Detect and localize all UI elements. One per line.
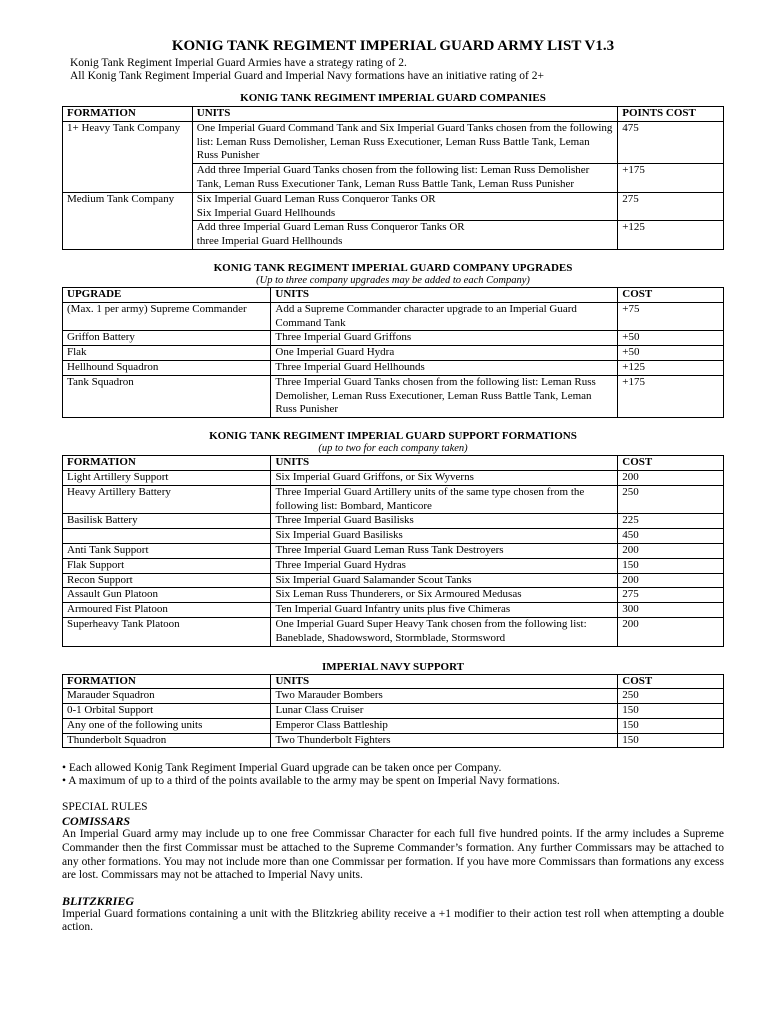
first-cell: Flak Support xyxy=(63,558,271,573)
table-row xyxy=(63,704,724,719)
cost-cell: +50 xyxy=(618,331,724,346)
first-cell: Hellhound Squadron xyxy=(63,360,271,375)
table-row xyxy=(63,360,724,375)
cost-cell: 150 xyxy=(618,558,724,573)
formation-cell: 1+ Heavy Tank Company xyxy=(63,121,193,192)
page-title: KONIG TANK REGIMENT IMPERIAL GUARD ARMY LIST V1.3 xyxy=(171,38,615,54)
first-cell: Superheavy Tank Platoon xyxy=(63,617,271,646)
first-cell: Tank Squadron xyxy=(63,375,271,417)
units-line: Six Imperial Guard Leman Russ Conqueror Tanks OR xyxy=(196,192,436,205)
table-row xyxy=(63,192,724,221)
first-cell: Heavy Artillery Battery xyxy=(63,485,271,514)
units-cell: Six Imperial Guard Salamander Scout Tanks xyxy=(271,573,618,588)
table-row xyxy=(63,470,724,485)
first-cell: Recon Support xyxy=(63,573,271,588)
cost-cell: 250 xyxy=(618,485,724,514)
units-cell xyxy=(192,192,617,221)
cost-cell: 275 xyxy=(618,192,724,221)
cost-cell: +125 xyxy=(618,221,724,250)
list-item: • A maximum of up to a third of the points available to the army may be spent on Imperial Navy formations. xyxy=(62,775,560,788)
companies-title: KONIG TANK REGIMENT IMPERIAL GUARD COMPANIES xyxy=(240,92,546,104)
table-header-row xyxy=(63,287,724,302)
table-row xyxy=(63,331,724,346)
table-row xyxy=(63,346,724,361)
intro xyxy=(70,57,724,83)
cost-cell: 275 xyxy=(618,588,724,603)
table-header-row xyxy=(63,107,724,122)
first-cell: Any one of the following units xyxy=(63,718,271,733)
cost-cell: +175 xyxy=(618,375,724,417)
header-cost: COST xyxy=(618,456,724,471)
support-table xyxy=(62,455,724,646)
units-line: Add three Imperial Guard Leman Russ Conqueror Tanks OR xyxy=(196,221,465,234)
table-row xyxy=(63,558,724,573)
table-row xyxy=(63,689,724,704)
units-cell: Three Imperial Guard Basilisks xyxy=(271,514,618,529)
cost-cell: 200 xyxy=(618,543,724,558)
formation-cell: Medium Tank Company xyxy=(63,192,193,249)
header-upgrade: UPGRADE xyxy=(63,287,271,302)
table-row xyxy=(63,733,724,748)
cost-cell: 200 xyxy=(618,470,724,485)
units-cell: Add a Supreme Commander character upgrade to an Imperial Guard Command Tank xyxy=(271,302,618,331)
first-cell: Griffon Battery xyxy=(63,331,271,346)
header-formation: FORMATION xyxy=(63,674,271,689)
cost-cell: +175 xyxy=(618,164,724,193)
header-units: UNITS xyxy=(271,287,618,302)
strategy-rating-text: Konig Tank Regiment Imperial Guard Armies have a strategy rating of 2. xyxy=(70,57,407,69)
notes-list xyxy=(62,762,724,788)
units-cell xyxy=(192,221,617,250)
table-header-row xyxy=(63,674,724,689)
cost-cell: 150 xyxy=(618,733,724,748)
first-cell: Light Artillery Support xyxy=(63,470,271,485)
first-cell xyxy=(63,529,271,544)
cost-cell: 450 xyxy=(618,529,724,544)
special-rules-heading: SPECIAL RULES xyxy=(62,801,148,814)
cost-cell: +125 xyxy=(618,360,724,375)
header-formation: FORMATION xyxy=(63,107,193,122)
units-cell: Emperor Class Battleship xyxy=(271,718,618,733)
units-cell: Three Imperial Guard Tanks chosen from the following list: Leman Russ Demolisher, Leman Russ Executioner, Leman Russ Battle Tank, Leman Russ Punisher xyxy=(271,375,618,417)
cost-cell: +75 xyxy=(618,302,724,331)
first-cell: Flak xyxy=(63,346,271,361)
rule-text: Imperial Guard formations containing a unit with the Blitzkrieg ability receive a +1 modifier to their action test roll when attempting a double action. xyxy=(62,907,724,934)
units-line: Six Imperial Guard Hellhounds xyxy=(196,206,336,219)
cost-cell: 200 xyxy=(618,617,724,646)
rule-name: BLITZKRIEG xyxy=(62,893,135,908)
first-cell: Basilisk Battery xyxy=(63,514,271,529)
cost-cell: 225 xyxy=(618,514,724,529)
table-row xyxy=(63,588,724,603)
header-units: UNITS xyxy=(192,107,617,122)
cost-cell: +50 xyxy=(618,346,724,361)
support-title: KONIG TANK REGIMENT IMPERIAL GUARD SUPPORT FORMATIONS xyxy=(209,430,577,443)
units-cell: Three Imperial Guard Leman Russ Tank Destroyers xyxy=(271,543,618,558)
units-cell: Three Imperial Guard Griffons xyxy=(271,331,618,346)
table-row xyxy=(63,121,724,163)
cost-cell: 200 xyxy=(618,573,724,588)
first-cell: 0-1 Orbital Support xyxy=(63,704,271,719)
table-row xyxy=(63,514,724,529)
first-cell: Armoured Fist Platoon xyxy=(63,603,271,618)
companies-table xyxy=(62,106,724,250)
units-cell: Six Imperial Guard Griffons, or Six Wyverns xyxy=(271,470,618,485)
table-row xyxy=(63,375,724,417)
cost-cell: 150 xyxy=(618,718,724,733)
units-cell: One Imperial Guard Hydra xyxy=(271,346,618,361)
table-row xyxy=(63,543,724,558)
units-cell: Six Leman Russ Thunderers, or Six Armoured Medusas xyxy=(271,588,618,603)
units-line: three Imperial Guard Hellhounds xyxy=(196,235,343,248)
rule-name: COMISSARS xyxy=(62,814,131,829)
units-cell: Three Imperial Guard Hellhounds xyxy=(271,360,618,375)
table-row xyxy=(63,302,724,331)
units-cell: One Imperial Guard Command Tank and Six Imperial Guard Tanks chosen from the following list: Leman Russ Demolisher, Leman Russ Executioner, Leman Russ Battle Tank, Leman Russ Punisher xyxy=(192,121,617,163)
units-cell: Add three Imperial Guard Tanks chosen from the following list: Leman Russ Demolisher Tank, Leman Russ Executioner Tank, Leman Russ Battle Tank, Leman Russ Punisher xyxy=(192,164,617,193)
cost-cell: 475 xyxy=(618,121,724,163)
first-cell: (Max. 1 per army) Supreme Commander xyxy=(63,302,271,331)
table-header-row xyxy=(63,456,724,471)
units-cell: Lunar Class Cruiser xyxy=(271,704,618,719)
upgrades-table xyxy=(62,287,724,418)
header-cost: POINTS COST xyxy=(618,107,724,122)
header-cost: COST xyxy=(618,674,724,689)
first-cell: Assault Gun Platoon xyxy=(63,588,271,603)
table-row xyxy=(63,617,724,646)
cost-cell: 150 xyxy=(618,704,724,719)
header-cost: COST xyxy=(618,287,724,302)
upgrades-title: KONIG TANK REGIMENT IMPERIAL GUARD COMPANY UPGRADES xyxy=(213,261,573,274)
initiative-rating-text: All Konig Tank Regiment Imperial Guard and Imperial Navy formations have an initiative rating of 2+ xyxy=(70,70,544,82)
table-row xyxy=(63,573,724,588)
table-row xyxy=(63,485,724,514)
cost-cell: 300 xyxy=(618,603,724,618)
table-row xyxy=(63,529,724,544)
units-cell: Three Imperial Guard Hydras xyxy=(271,558,618,573)
table-row xyxy=(63,718,724,733)
rule-text: An Imperial Guard army may include up to one free Commissar Character for each full five hundred points. If the army includes a Supreme Commander then the first Commissar must be attached to the Supreme Commander’s formation. Any further Commissars may be attached to any other formations. You may not include more than one Commissar per formation. If you have more Commissars than formations any excess are lost. Commissars may not be attached to Imperial Navy units. xyxy=(62,828,724,882)
upgrades-subtitle: (Up to three company upgrades may be added to each Company) xyxy=(256,274,530,286)
units-cell: Two Marauder Bombers xyxy=(271,689,618,704)
first-cell: Thunderbolt Squadron xyxy=(63,733,271,748)
navy-title: IMPERIAL NAVY SUPPORT xyxy=(321,660,465,673)
first-cell: Marauder Squadron xyxy=(63,689,271,704)
units-cell: Six Imperial Guard Basilisks xyxy=(271,529,618,544)
list-item: • Each allowed Konig Tank Regiment Imperial Guard upgrade can be taken once per Company. xyxy=(62,762,502,775)
cost-cell: 250 xyxy=(618,689,724,704)
header-units: UNITS xyxy=(271,674,618,689)
support-subtitle: (up to two for each company taken) xyxy=(318,443,468,455)
header-formation: FORMATION xyxy=(63,456,271,471)
units-cell: Three Imperial Guard Artillery units of the same type chosen from the following list: Bombard, Manticore xyxy=(271,485,618,514)
units-cell: One Imperial Guard Super Heavy Tank chosen from the following list: Baneblade, Shadowsword, Stormblade, Stormsword xyxy=(271,617,618,646)
header-units: UNITS xyxy=(271,456,618,471)
table-row xyxy=(63,603,724,618)
units-cell: Ten Imperial Guard Infantry units plus five Chimeras xyxy=(271,603,618,618)
units-cell: Two Thunderbolt Fighters xyxy=(271,733,618,748)
first-cell: Anti Tank Support xyxy=(63,543,271,558)
navy-table xyxy=(62,674,724,749)
